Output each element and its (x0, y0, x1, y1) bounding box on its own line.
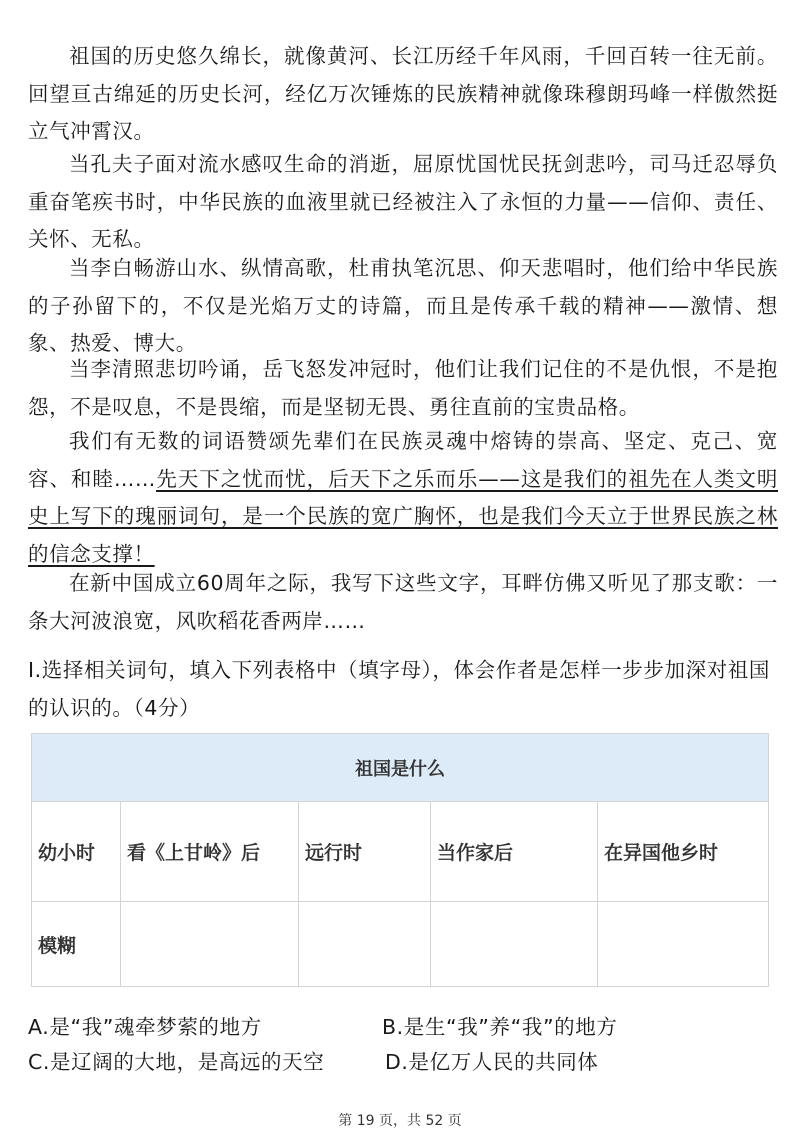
column-label: 在异国他乡时 (598, 802, 769, 902)
answer-blank[interactable] (431, 902, 598, 987)
passage-paragraph-6: 在新中国成立60周年之际，我写下这些文字，耳畔仿佛又听见了那支歌：一条大河波浪宽，风吹稻花香两岸…… (28, 571, 778, 633)
column-label: 远行时 (299, 802, 431, 902)
answer-blank[interactable] (121, 902, 299, 987)
answer-blank[interactable] (299, 902, 431, 987)
answer-table (31, 733, 769, 987)
passage-paragraph-5-text: 我们有无数的词语赞颂先辈们在民族灵魂中熔铸的崇高、坚定、克己、宽容、和睦…… (28, 429, 778, 491)
answer-blank[interactable] (598, 902, 769, 987)
underlined-sentence: 先天下之忧而忧，后天下之乐而乐——这是我们的祖先在人类文明史上写下的瑰丽词句，是一个民族的宽广胸怀，也是我们今天立于世界民族之林的信念支撑！ (28, 466, 778, 566)
option-c: C.是辽阔的大地，是高远的天空 (28, 1050, 325, 1074)
passage-paragraph-3: 当李白畅游山水、纵情高歌，杜甫执笔沉思、仰天悲唱时，他们给中华民族的子孙留下的，不仅是光焰万丈的诗篇，而且是传承千载的精神——激情、想象、热爱、博大。 (28, 256, 778, 355)
table-row (32, 802, 769, 902)
option-a: A.是“我”魂牵梦萦的地方 (28, 1015, 262, 1039)
question-1: I.选择相关词句，填入下列表格中（填字母），体会作者是怎样一步步加深对祖国的认识的。（4分） (28, 658, 771, 720)
column-label: 幼小时 (32, 802, 121, 902)
column-label: 看《上甘岭》后 (121, 802, 299, 902)
passage-paragraph-4: 当李清照悲切吟诵，岳飞怒发冲冠时，他们让我们记住的不是仇恨，不是抱怨，不是叹息，不是畏缩，而是坚韧无畏、勇往直前的宝贵品格。 (28, 357, 778, 419)
option-b: B.是生“我”养“我”的地方 (382, 1015, 618, 1039)
table-cell: 模糊 (32, 902, 121, 987)
passage-paragraph-5 (28, 423, 778, 573)
option-d: D.是亿万人民的共同体 (385, 1050, 599, 1074)
page-number: 第 19 页，共 52 页 (338, 1113, 462, 1129)
column-label: 当作家后 (431, 802, 598, 902)
table-header: 祖国是什么 (32, 734, 769, 802)
passage-paragraph-1: 祖国的历史悠久绵长，就像黄河、长江历经千年风雨，千回百转一往无前。回望亘古绵延的历史长河，经亿万次锤炼的民族精神就像珠穆朗玛峰一样傲然挺立气冲霄汉。 (28, 44, 778, 143)
table-row (32, 902, 769, 987)
passage-paragraph-2: 当孔夫子面对流水感叹生命的消逝，屈原忧国忧民抚剑悲吟，司马迁忍辱负重奋笔疾书时，中华民族的血液里就已经被注入了永恒的力量——信仰、责任、关怀、无私。 (28, 152, 778, 251)
